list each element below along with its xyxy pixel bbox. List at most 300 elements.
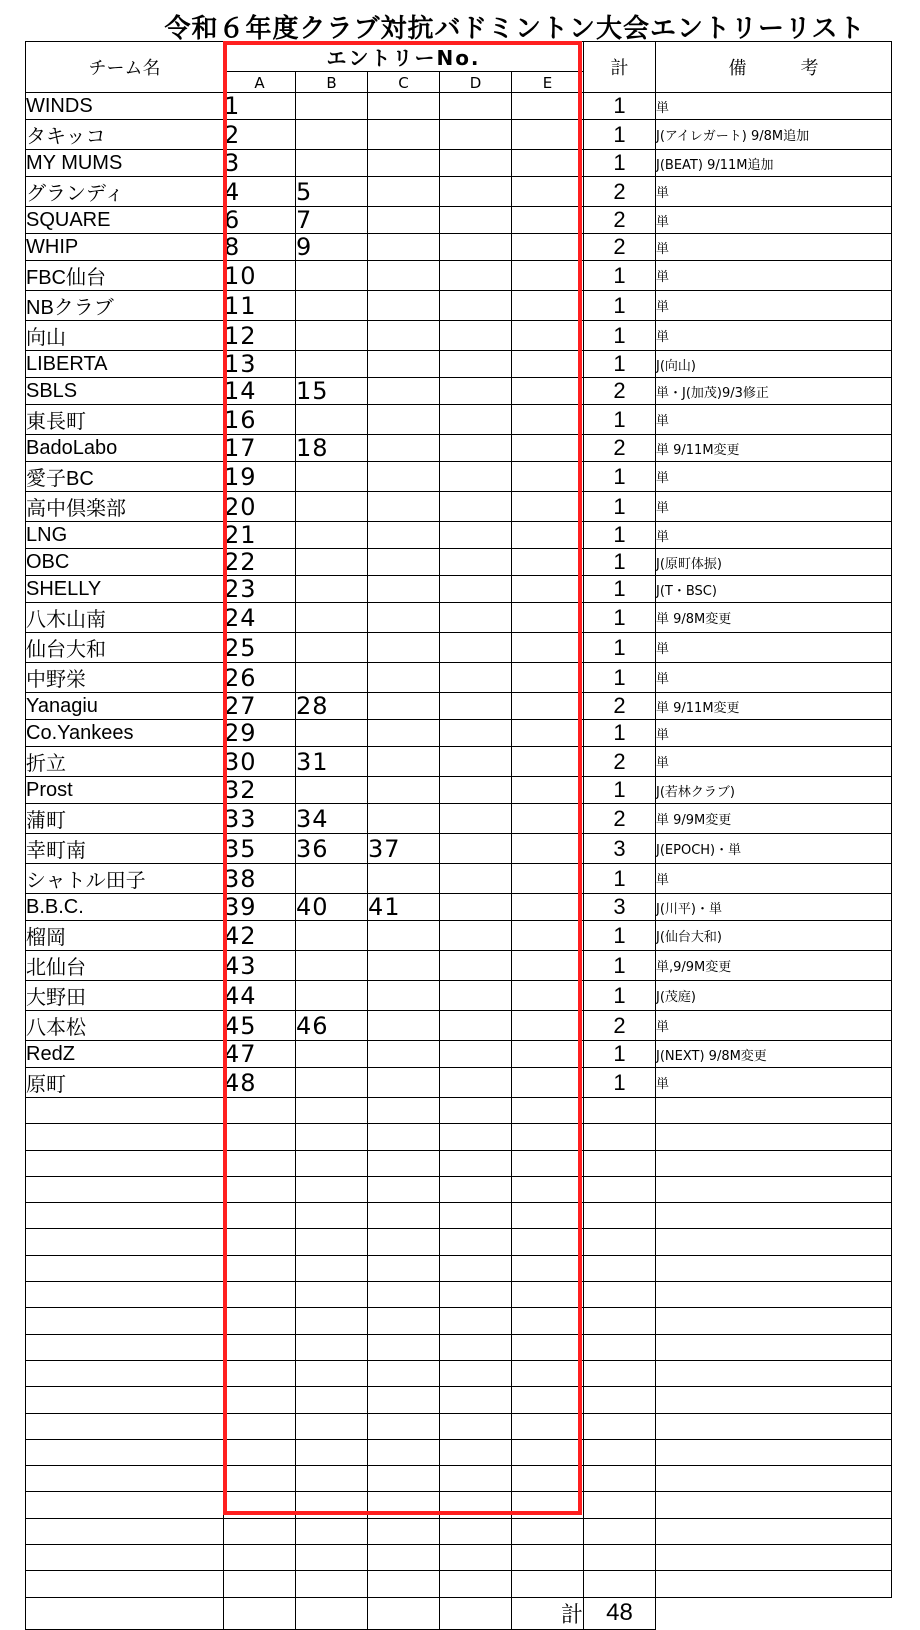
empty-cell [512, 1545, 584, 1571]
entry-d-cell [440, 804, 512, 834]
empty-row [26, 1413, 892, 1439]
table-row [26, 120, 892, 150]
entry-c-cell [368, 1041, 440, 1068]
empty-cell [224, 1518, 296, 1544]
entry-a-cell: 26 [224, 663, 296, 693]
note-cell: 単 [656, 234, 892, 261]
entry-c-cell [368, 603, 440, 633]
entry-c-cell [368, 747, 440, 777]
empty-cell [26, 1571, 224, 1597]
team-name-cell: NBクラブ [26, 291, 224, 321]
empty-cell [512, 1255, 584, 1281]
empty-row [26, 1387, 892, 1413]
table-row [26, 1068, 892, 1098]
empty-cell [656, 1255, 892, 1281]
total-cell: 1 [584, 120, 656, 150]
total-cell: 1 [584, 576, 656, 603]
entry-b-cell [296, 981, 368, 1011]
entry-c-cell [368, 777, 440, 804]
empty-cell [368, 1492, 440, 1518]
entry-e-cell [512, 462, 584, 492]
total-cell: 1 [584, 1041, 656, 1068]
team-name-cell: Yanagiu [26, 693, 224, 720]
table-row [26, 462, 892, 492]
note-cell: J(原町体振) [656, 549, 892, 576]
header-col-a: A [224, 72, 296, 93]
empty-cell [656, 1308, 892, 1334]
empty-cell [440, 1150, 512, 1176]
entry-b-cell [296, 633, 368, 663]
table-row [26, 576, 892, 603]
entry-b-cell: 15 [296, 378, 368, 405]
empty-cell [368, 1229, 440, 1255]
empty-cell [584, 1387, 656, 1413]
empty-cell [224, 1203, 296, 1229]
team-name-cell: 幸町南 [26, 834, 224, 864]
entry-b-cell [296, 405, 368, 435]
empty-cell [296, 1308, 368, 1334]
entry-a-cell: 42 [224, 921, 296, 951]
footer-empty [656, 1597, 892, 1629]
total-cell: 1 [584, 663, 656, 693]
empty-cell [296, 1203, 368, 1229]
empty-cell [224, 1176, 296, 1202]
empty-cell [440, 1360, 512, 1386]
header-total: 計 [584, 42, 656, 93]
empty-cell [296, 1124, 368, 1150]
entry-d-cell [440, 177, 512, 207]
empty-cell [584, 1150, 656, 1176]
empty-cell [296, 1282, 368, 1308]
empty-cell [368, 1387, 440, 1413]
entry-e-cell [512, 1068, 584, 1098]
empty-cell [26, 1255, 224, 1281]
entry-d-cell [440, 981, 512, 1011]
empty-cell [26, 1466, 224, 1492]
empty-cell [440, 1387, 512, 1413]
empty-cell [26, 1492, 224, 1518]
table-row [26, 405, 892, 435]
empty-cell [440, 1098, 512, 1124]
entry-e-cell [512, 177, 584, 207]
empty-cell [26, 1413, 224, 1439]
entry-d-cell [440, 150, 512, 177]
empty-cell [26, 1229, 224, 1255]
team-name-cell: 蒲町 [26, 804, 224, 834]
entry-c-cell [368, 522, 440, 549]
total-cell: 2 [584, 234, 656, 261]
table-row [26, 864, 892, 894]
note-cell: 単 [656, 1011, 892, 1041]
empty-cell [296, 1466, 368, 1492]
total-cell: 1 [584, 981, 656, 1011]
entry-e-cell [512, 981, 584, 1011]
entry-e-cell [512, 234, 584, 261]
note-cell: 単 [656, 93, 892, 120]
empty-cell [440, 1413, 512, 1439]
note-cell: J(若林クラブ) [656, 777, 892, 804]
entry-e-cell [512, 120, 584, 150]
entry-d-cell [440, 834, 512, 864]
total-cell: 2 [584, 747, 656, 777]
entry-a-cell: 23 [224, 576, 296, 603]
entry-e-cell [512, 951, 584, 981]
team-name-cell: 折立 [26, 747, 224, 777]
entry-c-cell [368, 378, 440, 405]
team-name-cell: 向山 [26, 321, 224, 351]
empty-cell [296, 1098, 368, 1124]
empty-cell [440, 1282, 512, 1308]
entry-b-cell: 31 [296, 747, 368, 777]
empty-row [26, 1255, 892, 1281]
entry-b-cell [296, 663, 368, 693]
empty-cell [512, 1387, 584, 1413]
entry-e-cell [512, 321, 584, 351]
empty-cell [296, 1176, 368, 1202]
team-name-cell: 高中倶楽部 [26, 492, 224, 522]
total-cell: 1 [584, 93, 656, 120]
empty-cell [368, 1203, 440, 1229]
empty-cell [296, 1439, 368, 1465]
empty-cell [584, 1203, 656, 1229]
empty-cell [296, 1571, 368, 1597]
team-name-cell: 八本松 [26, 1011, 224, 1041]
entry-c-cell [368, 261, 440, 291]
empty-cell [584, 1360, 656, 1386]
entry-a-cell: 27 [224, 693, 296, 720]
entry-b-cell [296, 549, 368, 576]
entry-a-cell: 16 [224, 405, 296, 435]
note-cell: 単 [656, 207, 892, 234]
note-cell: 単 [656, 462, 892, 492]
entry-e-cell [512, 720, 584, 747]
empty-cell [584, 1492, 656, 1518]
entry-e-cell [512, 864, 584, 894]
entry-e-cell [512, 405, 584, 435]
table-row [26, 720, 892, 747]
total-cell: 1 [584, 351, 656, 378]
empty-cell [440, 1466, 512, 1492]
entry-e-cell [512, 261, 584, 291]
empty-cell [368, 1098, 440, 1124]
entry-b-cell [296, 921, 368, 951]
entry-d-cell [440, 351, 512, 378]
empty-cell [440, 1308, 512, 1334]
entry-d-cell [440, 663, 512, 693]
table-row [26, 150, 892, 177]
total-cell: 2 [584, 378, 656, 405]
entry-b-cell [296, 1041, 368, 1068]
empty-cell [26, 1124, 224, 1150]
entry-b-cell: 40 [296, 894, 368, 921]
empty-cell [656, 1098, 892, 1124]
entry-a-cell: 6 [224, 207, 296, 234]
note-cell: 単 [656, 405, 892, 435]
empty-cell [512, 1203, 584, 1229]
entry-a-cell: 11 [224, 291, 296, 321]
total-cell: 1 [584, 405, 656, 435]
table-row [26, 351, 892, 378]
total-cell: 1 [584, 921, 656, 951]
empty-cell [512, 1439, 584, 1465]
team-name-cell: シャトル田子 [26, 864, 224, 894]
table-row [26, 291, 892, 321]
empty-cell [656, 1176, 892, 1202]
entry-a-cell: 45 [224, 1011, 296, 1041]
team-name-cell: OBC [26, 549, 224, 576]
total-cell: 2 [584, 804, 656, 834]
note-cell: 単,9/9M変更 [656, 951, 892, 981]
entry-b-cell [296, 864, 368, 894]
entry-a-cell: 33 [224, 804, 296, 834]
entry-d-cell [440, 93, 512, 120]
entry-c-cell [368, 462, 440, 492]
empty-row [26, 1334, 892, 1360]
entry-c-cell [368, 633, 440, 663]
table-row [26, 951, 892, 981]
entry-c-cell [368, 1011, 440, 1041]
table-row [26, 894, 892, 921]
empty-cell [224, 1334, 296, 1360]
total-cell: 2 [584, 177, 656, 207]
team-name-cell: 大野田 [26, 981, 224, 1011]
entry-c-cell [368, 981, 440, 1011]
note-cell: 単 [656, 291, 892, 321]
table-row [26, 663, 892, 693]
empty-row [26, 1229, 892, 1255]
empty-cell [368, 1124, 440, 1150]
entry-c-cell [368, 150, 440, 177]
entry-e-cell [512, 207, 584, 234]
entry-d-cell [440, 462, 512, 492]
empty-cell [296, 1229, 368, 1255]
empty-cell [224, 1360, 296, 1386]
entry-d-cell [440, 777, 512, 804]
empty-cell [512, 1413, 584, 1439]
empty-cell [440, 1176, 512, 1202]
team-name-cell: 榴岡 [26, 921, 224, 951]
empty-cell [584, 1413, 656, 1439]
table-row [26, 261, 892, 291]
empty-cell [512, 1492, 584, 1518]
empty-cell [26, 1518, 224, 1544]
empty-cell [440, 1545, 512, 1571]
empty-cell [512, 1124, 584, 1150]
entry-c-cell [368, 1068, 440, 1098]
team-name-cell: WINDS [26, 93, 224, 120]
total-cell: 1 [584, 951, 656, 981]
entry-d-cell [440, 522, 512, 549]
entry-b-cell: 34 [296, 804, 368, 834]
total-cell: 1 [584, 1068, 656, 1098]
empty-row [26, 1098, 892, 1124]
empty-cell [224, 1387, 296, 1413]
note-cell: 単 [656, 1068, 892, 1098]
team-name-cell: グランディ [26, 177, 224, 207]
note-cell: 単 [656, 633, 892, 663]
note-cell: 単 [656, 720, 892, 747]
entry-c-cell [368, 93, 440, 120]
entry-b-cell [296, 462, 368, 492]
entry-c-cell [368, 663, 440, 693]
note-cell: J(仙台大和) [656, 921, 892, 951]
empty-cell [368, 1571, 440, 1597]
entry-d-cell [440, 492, 512, 522]
page-title: 令和６年度クラブ対抗バドミントン大会エントリーリスト [164, 14, 866, 44]
entry-a-cell: 20 [224, 492, 296, 522]
entry-a-cell: 12 [224, 321, 296, 351]
entry-b-cell [296, 720, 368, 747]
entry-a-cell: 19 [224, 462, 296, 492]
empty-cell [656, 1124, 892, 1150]
empty-row [26, 1518, 892, 1544]
entry-a-cell: 30 [224, 747, 296, 777]
empty-cell [224, 1492, 296, 1518]
entry-a-cell: 14 [224, 378, 296, 405]
team-name-cell: LIBERTA [26, 351, 224, 378]
empty-cell [368, 1439, 440, 1465]
entry-d-cell [440, 291, 512, 321]
entry-a-cell: 43 [224, 951, 296, 981]
empty-row [26, 1150, 892, 1176]
entry-d-cell [440, 207, 512, 234]
empty-cell [656, 1545, 892, 1571]
team-name-cell: Co.Yankees [26, 720, 224, 747]
total-cell: 1 [584, 261, 656, 291]
entry-e-cell [512, 1011, 584, 1041]
table-row [26, 435, 892, 462]
total-cell: 2 [584, 435, 656, 462]
empty-cell [26, 1360, 224, 1386]
entry-d-cell [440, 693, 512, 720]
entry-b-cell [296, 150, 368, 177]
empty-cell [296, 1413, 368, 1439]
empty-cell [584, 1282, 656, 1308]
entry-d-cell [440, 1011, 512, 1041]
empty-cell [584, 1124, 656, 1150]
entry-e-cell [512, 921, 584, 951]
note-cell: J(向山) [656, 351, 892, 378]
total-cell: 3 [584, 834, 656, 864]
entry-e-cell [512, 378, 584, 405]
footer-blank [368, 1597, 440, 1629]
entry-b-cell [296, 1068, 368, 1098]
entry-c-cell [368, 951, 440, 981]
entry-b-cell [296, 93, 368, 120]
empty-cell [368, 1334, 440, 1360]
entry-e-cell [512, 603, 584, 633]
note-cell: 単 [656, 321, 892, 351]
table-row [26, 633, 892, 663]
entry-d-cell [440, 603, 512, 633]
empty-cell [440, 1439, 512, 1465]
total-cell: 2 [584, 1011, 656, 1041]
entry-d-cell [440, 747, 512, 777]
entry-e-cell [512, 93, 584, 120]
empty-cell [584, 1255, 656, 1281]
entry-e-cell [512, 291, 584, 321]
note-cell: 単 [656, 663, 892, 693]
entry-e-cell [512, 576, 584, 603]
total-cell: 1 [584, 321, 656, 351]
table-row [26, 834, 892, 864]
table-row [26, 603, 892, 633]
empty-cell [512, 1360, 584, 1386]
empty-cell [512, 1334, 584, 1360]
empty-cell [656, 1413, 892, 1439]
team-name-cell: 北仙台 [26, 951, 224, 981]
entry-a-cell: 1 [224, 93, 296, 120]
note-cell: 単 9/11M変更 [656, 693, 892, 720]
note-cell: 単 9/11M変更 [656, 435, 892, 462]
empty-cell [512, 1571, 584, 1597]
table-row [26, 1011, 892, 1041]
entry-e-cell [512, 804, 584, 834]
empty-cell [584, 1466, 656, 1492]
header-col-b: B [296, 72, 368, 93]
empty-cell [440, 1492, 512, 1518]
total-cell: 1 [584, 549, 656, 576]
entry-c-cell: 37 [368, 834, 440, 864]
team-name-cell: 中野栄 [26, 663, 224, 693]
entry-d-cell [440, 720, 512, 747]
note-cell: 単・J(加茂)9/3修正 [656, 378, 892, 405]
entry-e-cell [512, 1041, 584, 1068]
entry-d-cell [440, 894, 512, 921]
entry-e-cell [512, 351, 584, 378]
entry-a-cell: 13 [224, 351, 296, 378]
entry-a-cell: 4 [224, 177, 296, 207]
team-name-cell: 仙台大和 [26, 633, 224, 663]
entry-c-cell [368, 549, 440, 576]
entry-d-cell [440, 951, 512, 981]
total-cell: 1 [584, 492, 656, 522]
entry-e-cell [512, 777, 584, 804]
entry-c-cell [368, 693, 440, 720]
entry-b-cell [296, 291, 368, 321]
total-cell: 1 [584, 720, 656, 747]
empty-cell [368, 1466, 440, 1492]
empty-cell [584, 1098, 656, 1124]
empty-cell [296, 1387, 368, 1413]
entry-b-cell: 5 [296, 177, 368, 207]
empty-cell [440, 1255, 512, 1281]
note-cell: 単 [656, 492, 892, 522]
entry-d-cell [440, 576, 512, 603]
entry-a-cell: 29 [224, 720, 296, 747]
entry-c-cell [368, 435, 440, 462]
entry-d-cell [440, 1068, 512, 1098]
empty-cell [224, 1098, 296, 1124]
entry-c-cell [368, 207, 440, 234]
empty-cell [584, 1545, 656, 1571]
note-cell: J(BEAT) 9/11M追加 [656, 150, 892, 177]
footer-blank [440, 1597, 512, 1629]
entry-a-cell: 21 [224, 522, 296, 549]
header-entry-no: エントリーNo. [224, 42, 584, 72]
entry-b-cell: 18 [296, 435, 368, 462]
entry-a-cell: 39 [224, 894, 296, 921]
empty-cell [224, 1124, 296, 1150]
footer-blank [224, 1597, 296, 1629]
entry-c-cell [368, 234, 440, 261]
empty-cell [224, 1439, 296, 1465]
table-row [26, 93, 892, 120]
empty-cell [296, 1334, 368, 1360]
entry-b-cell [296, 951, 368, 981]
total-cell: 1 [584, 633, 656, 663]
empty-cell [584, 1176, 656, 1202]
